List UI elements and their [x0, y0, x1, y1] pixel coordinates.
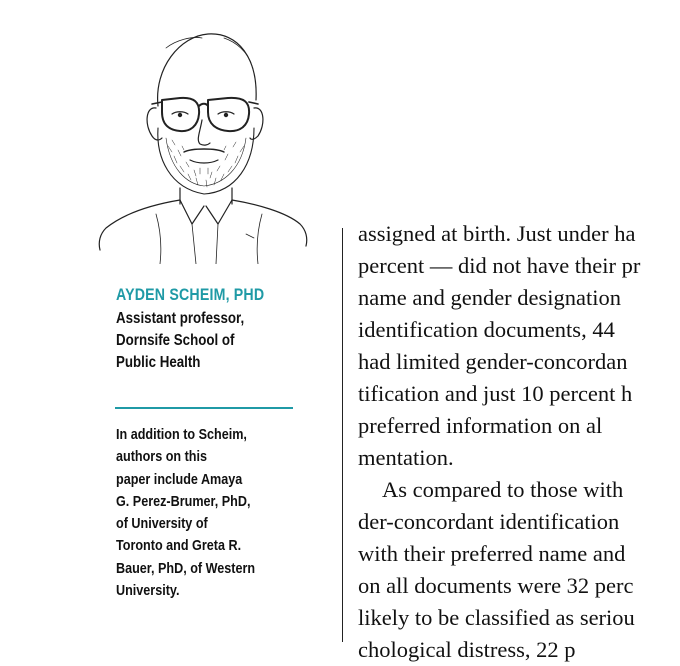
coauthors-line: authors on this [116, 448, 208, 466]
author-role-line: Assistant professor, [116, 310, 245, 327]
article-line: mentation. [358, 445, 454, 470]
author-role-line: Dornsife School of [116, 332, 235, 349]
article-line: identification documents, 44 [358, 317, 615, 342]
article-line: on all documents were 32 perc [358, 573, 634, 598]
coauthors-line: paper include Amaya [116, 470, 243, 488]
coauthors-line: Bauer, PhD, of Western [116, 559, 256, 577]
coauthors-line: G. Perez-Brumer, PhD, [116, 492, 251, 510]
article-line: likely to be classified as seriou [358, 605, 635, 630]
coauthors-note [116, 424, 288, 602]
sidebar-divider [115, 407, 293, 409]
coauthors-line: Toronto and Greta R. [116, 537, 242, 555]
article-line: name and gender designation [358, 285, 622, 310]
article-line: preferred information on al [358, 413, 603, 438]
article-line: chological distress, 22 p [358, 637, 576, 662]
column-divider [342, 228, 343, 642]
article-body [358, 218, 680, 666]
coauthors-line: University. [116, 582, 180, 600]
coauthors-line: In addition to Scheim, [116, 426, 247, 443]
author-profile [116, 286, 298, 374]
author-role-line: Public Health [116, 354, 201, 371]
author-role [116, 308, 292, 374]
article-line: with their preferred name and [358, 541, 626, 566]
article-line: percent — did not have their pr [358, 253, 641, 278]
article-line: had limited gender-concordan [358, 349, 628, 374]
article-line: tification and just 10 percent h [358, 381, 633, 406]
coauthors-line: of University of [116, 515, 208, 533]
article-line: As compared to those with [382, 477, 624, 502]
author-name: AYDEN SCHEIM, PHD [116, 286, 265, 304]
article-line: der-concordant identification [358, 509, 620, 534]
portrait-sketch-illustration [96, 28, 308, 264]
article-line: assigned at birth. Just under ha [358, 221, 636, 246]
